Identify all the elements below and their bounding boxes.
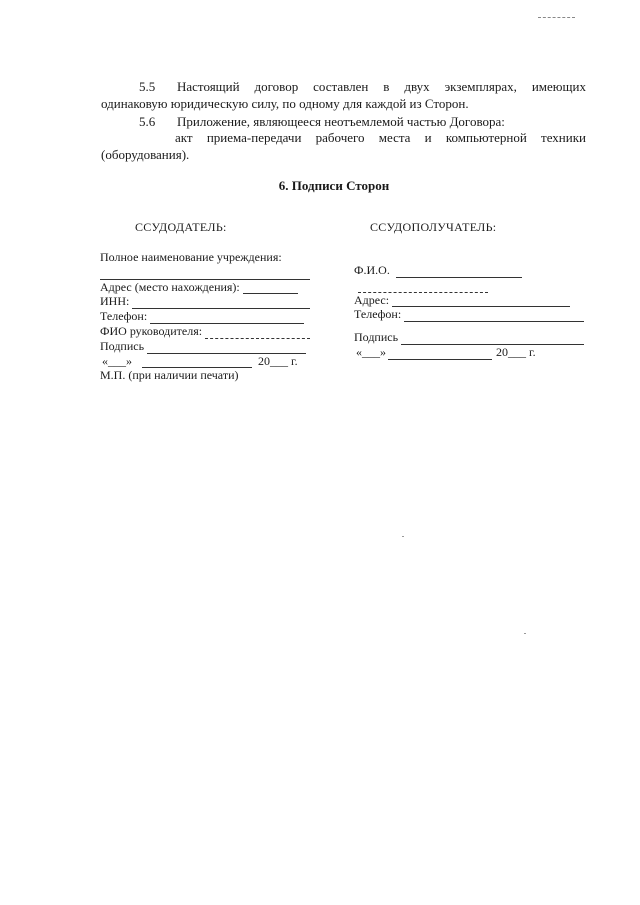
section-title: 6. Подписи Сторон	[278, 178, 390, 193]
lender-full-name-row	[100, 250, 310, 265]
lender-phone-row	[100, 309, 310, 324]
borrower-fio-field-2[interactable]	[358, 281, 488, 293]
borrower-signature-label: Подпись	[354, 330, 399, 345]
clause-5-6-continued	[101, 129, 586, 163]
lender-signature-row	[100, 339, 310, 354]
lender-date-day: «___»	[102, 353, 132, 368]
lender-signature-field[interactable]	[147, 342, 306, 354]
clause-5-6-text-1: Приложение, являющееся неотъемлемой частью Договора:	[177, 114, 505, 129]
borrower-fio-row	[354, 263, 584, 278]
borrower-address-label: Адрес:	[354, 292, 390, 307]
lender-address-label: Адрес (место нахождения):	[100, 279, 240, 294]
lender-phone-label: Телефон:	[100, 309, 148, 324]
borrower-phone-label: Телефон:	[354, 307, 402, 322]
borrower-signature-row	[354, 330, 584, 345]
clause-5-6-number: 5.6	[139, 114, 156, 129]
clause-5-5-number: 5.5	[139, 79, 156, 94]
borrower-date-year: 20___ г.	[496, 344, 536, 359]
lender-inn-label: ИНН:	[100, 294, 130, 309]
borrower-signature-field[interactable]	[401, 333, 584, 345]
borrower-address-row	[354, 293, 584, 308]
clause-5-6-line-3: (оборудования).	[101, 147, 190, 162]
clause-5-5-text-1: Настоящий договор составлен в двух экземплярах, имеющих	[177, 79, 586, 94]
lender-signature-label: Подпись	[100, 338, 145, 353]
lender-inn-row	[100, 294, 310, 309]
lender-phone-field[interactable]	[150, 312, 304, 324]
lender-title: ССУДОДАТЕЛЬ:	[135, 220, 227, 234]
lender-date-row	[100, 354, 310, 369]
clause-5-5-line-2: одинаковую юридическую силу, по одному для каждой из Сторон.	[101, 96, 469, 111]
lender-full-name-line	[100, 265, 310, 280]
lender-address-field[interactable]	[243, 282, 298, 294]
borrower-details	[354, 263, 584, 360]
lender-date-year: 20___ г.	[258, 353, 298, 368]
clause-5-6	[101, 113, 586, 130]
lender-full-name-label: Полное наименование учреждения:	[100, 250, 282, 264]
borrower-fio-line-2	[354, 278, 584, 293]
borrower-fio-field[interactable]	[396, 266, 522, 278]
lender-stamp-row	[100, 368, 310, 383]
lender-stamp-label: М.П. (при наличии печати)	[100, 368, 239, 383]
borrower-spacer	[354, 322, 584, 330]
scan-speck	[402, 536, 404, 537]
lender-details	[100, 250, 310, 383]
lender-inn-field[interactable]	[132, 297, 310, 309]
clause-5-5-line-1	[101, 78, 586, 95]
borrower-phone-field[interactable]	[404, 310, 584, 322]
borrower-date-day: «___»	[356, 344, 386, 359]
clause-5-5	[101, 78, 586, 112]
lender-director-field[interactable]	[205, 327, 310, 339]
lender-address-row	[100, 280, 310, 295]
borrower-date-month-field[interactable]	[388, 348, 492, 360]
clause-5-6-line-2: акт приема-передачи рабочего места и компьютерной техники	[175, 130, 586, 145]
borrower-date-row	[354, 345, 584, 360]
lender-director-label: ФИО руководителя:	[100, 323, 203, 338]
lender-date-month-field[interactable]	[142, 356, 252, 368]
borrower-title: ССУДОПОЛУЧАТЕЛЬ:	[370, 220, 497, 234]
borrower-address-field[interactable]	[392, 295, 570, 307]
lender-full-name-field[interactable]	[100, 268, 310, 280]
scan-artifact-mark	[538, 17, 575, 18]
lender-director-row	[100, 324, 310, 339]
borrower-phone-row	[354, 307, 584, 322]
borrower-fio-label: Ф.И.О.	[354, 263, 390, 277]
scan-speck	[524, 633, 526, 634]
